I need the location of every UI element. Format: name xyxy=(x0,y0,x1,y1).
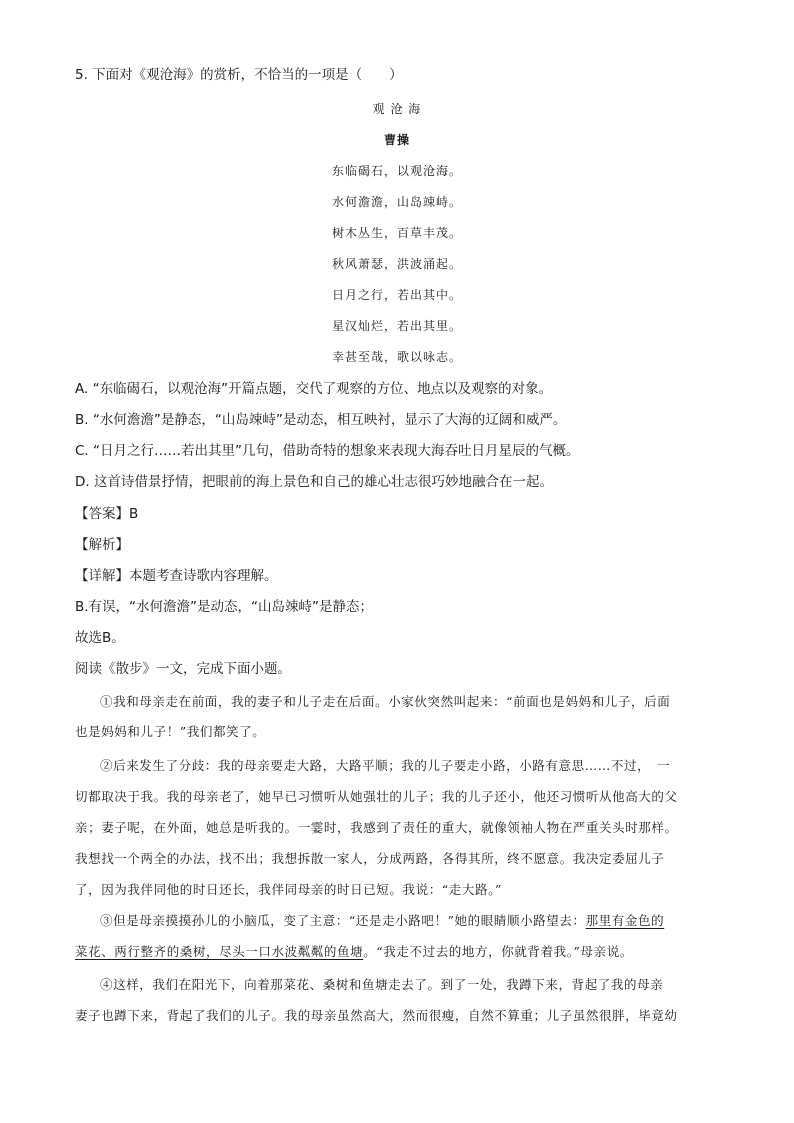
passage-line: 也是妈妈和儿子！”我们都笑了。 xyxy=(75,724,266,739)
passage-line: 妻子也蹲下来，背起了我们的儿子。我的母亲虽然高大，然而很瘦，自然不算重；儿子虽然很胖，毕竟幼 xyxy=(75,1008,678,1023)
question-stem: 5. 下面对《观沧海》的赏析，不恰当的一项是（ ） xyxy=(75,67,403,83)
passage-line: 了，因为我伴同他的时日还长，我伴同母亲的时日已短。我说：“走大路。” xyxy=(75,882,502,897)
poem-line: 水何澹澹，山岛竦峙。 xyxy=(331,195,462,209)
poem-line: 幸甚至哉，歌以咏志。 xyxy=(331,350,462,364)
passage-line: 我想找一个两全的办法，找不出；我想拆散一家人，分成两路，各得其所，终不愿意。我决定委屈儿子 xyxy=(75,851,665,866)
passage-line: ②后来发生了分歧：我的母亲要走大路，大路平顺；我的儿子要走小路，小路有意思……不过， 一 xyxy=(100,758,671,773)
option-a: A. “东临碣石，以观沧海”开篇点题，交代了观察的方位、地点以及观察的对象。 xyxy=(75,381,553,397)
explanation: B.有误，“水何澹澹”是动态，“山岛竦峙”是静态； xyxy=(75,599,374,615)
passage-line-3 xyxy=(100,912,664,930)
para3-underlined: 菜花、两行整齐的桑树，尽头一口水波粼粼的鱼塘 xyxy=(75,944,364,959)
para3-underlined: 那里有金色的 xyxy=(585,913,665,928)
poem-line: 树木丛生，百草丰茂。 xyxy=(331,226,462,240)
answer: 【答案】B xyxy=(75,506,139,522)
poem-author: 曹操 xyxy=(383,133,410,147)
reading-intro: 阅读《散步》一文，完成下面小题。 xyxy=(75,661,291,677)
para3-text: 。“我走不过去的地方，你就背着我。”母亲说。 xyxy=(363,944,633,959)
option-b: B. “水何澹澹”是静态，“山岛竦峙”是动态，相互映衬，显示了大海的辽阔和威严。 xyxy=(75,412,567,428)
detail: 【详解】本题考查诗歌内容理解。 xyxy=(75,568,278,584)
passage-line-3b xyxy=(75,943,633,961)
poem-title: 观 沧 海 xyxy=(372,102,422,116)
passage-line: ①我和母亲走在前面，我的妻子和儿子走在后面。小家伙突然叫起来：“前面也是妈妈和儿子，后面 xyxy=(100,694,671,709)
poem-line: 东临碣石，以观沧海。 xyxy=(331,164,462,178)
poem-line: 星汉灿烂，若出其里。 xyxy=(331,319,462,333)
option-d: D. 这首诗借景抒情，把眼前的海上景色和自己的雄心壮志很巧妙地融合在一起。 xyxy=(75,474,553,490)
option-c: C. “日月之行……若出其里”几句，借助奇特的想象来表现大海吞吐日月星辰的气概。 xyxy=(75,443,580,459)
para3-text: ③但是母亲摸摸孙儿的小脑瓜，变了主意：“还是走小路吧！”她的眼睛顺小路望去： xyxy=(100,913,586,928)
analysis-label: 【解析】 xyxy=(75,537,129,553)
poem-line: 秋风萧瑟，洪波涌起。 xyxy=(331,257,462,271)
conclusion: 故选B。 xyxy=(75,630,125,646)
poem-line: 日月之行，若出其中。 xyxy=(331,288,462,302)
passage-line: ④这样，我们在阳光下，向着那菜花、桑树和鱼塘走去了。到了一处，我蹲下来，背起了我的母亲 xyxy=(100,977,664,992)
passage-line: 切都取决于我。我的母亲老了，她早已习惯听从她强壮的儿子；我的儿子还小，他还习惯听从他高大的父 xyxy=(75,789,678,804)
passage-line: 亲；妻子呢，在外面，她总是听我的。一霎时，我感到了责任的重大，就像领袖人物在严重关头时那样。 xyxy=(75,820,678,835)
